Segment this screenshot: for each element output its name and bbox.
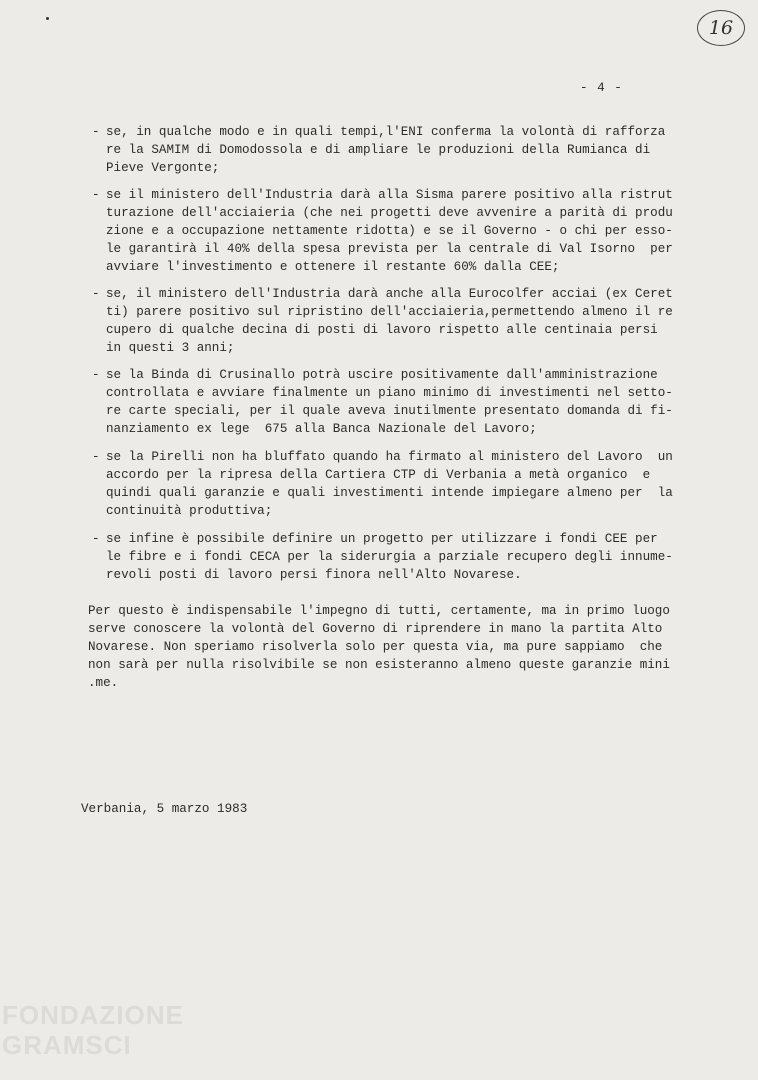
page-number: - 4 - (580, 81, 623, 95)
list-dash: - (92, 368, 100, 382)
list-item (92, 186, 673, 275)
closing-paragraph: Per questo è indispensabile l'impegno di tutti, certamente, ma in primo luogo serve conoscere la volontà del Governo di riprendere in mano la partita Alto Novarese. Non speriamo risolverla solo per questa via, ma pure sappiamo che non sarà per nulla risolvibile se non esisteranno almeno queste garanzie mini .me. (88, 604, 670, 691)
page-stamp (697, 10, 745, 46)
list-item (92, 530, 673, 602)
list-item (92, 366, 673, 438)
list-dash: - (92, 450, 100, 464)
list-item (92, 285, 673, 357)
list-item-text: se il ministero dell'Industria darà alla Sisma parere positivo alla ristrut turazione dell'acciaieria (che nei progetti deve avvenire a parità di produ zione e a occupazione nettamente ridotta) e se il Governo - o chi per esso- le garantirà il 40% della spesa prevista per la centrale di Val Isorno per avviare l'investimento e ottenere il restante 60% dalla CEE; (106, 188, 673, 275)
list-dash: - (92, 125, 100, 139)
list-dash: - (92, 532, 100, 546)
list-dash: - (92, 188, 100, 202)
list-item-text: se infine è possibile definire un progetto per utilizzare i fondi CEE per le fibre e i fondi CECA per la siderurgia a parziale recupero degli innume- revoli posti di lavoro persi finora nell'Alto Novarese. (106, 532, 673, 583)
stamp-number: 16 (708, 17, 734, 39)
list-item (92, 123, 666, 195)
list-item-text: se la Pirelli non ha bluffato quando ha firmato al ministero del Lavoro un accordo per la ripresa della Cartiera CTP di Verbania a metà organico e quindi quali garanzie e quali investimenti intende impiegare almeno per la continuità produttiva; (106, 450, 673, 519)
list-item (92, 448, 673, 520)
ink-dot (46, 17, 49, 20)
list-item-text: se, in qualche modo e in quali tempi,l'ENI conferma la volontà di rafforza re la SAMIM di Domodossola e di ampliare le produzioni della Rumianca di Pieve Vergonte; (106, 125, 666, 176)
place-date-line: Verbania, 5 marzo 1983 (81, 802, 248, 816)
list-dash: - (92, 287, 100, 301)
list-item-text: se la Binda di Crusinallo potrà uscire positivamente dall'amministrazione controllata e avviare finalmente un piano minimo di investimenti nel setto- re carte speciali, per il quale aveva inutilmente presentato domanda di fi- nanziamento ex lege 675 alla Banca Nazionale del Lavoro; (106, 368, 673, 437)
archive-watermark: FONDAZIONE GRAMSCI (2, 1000, 184, 1060)
list-item-text: se, il ministero dell'Industria darà anche alla Eurocolfer acciai (ex Ceret ti) parere positivo sul ripristino dell'acciaieria,permettendo almeno il re cupero di qualche decina di posti di lavoro rispetto alle centinaia persi in questi 3 anni; (106, 287, 673, 356)
